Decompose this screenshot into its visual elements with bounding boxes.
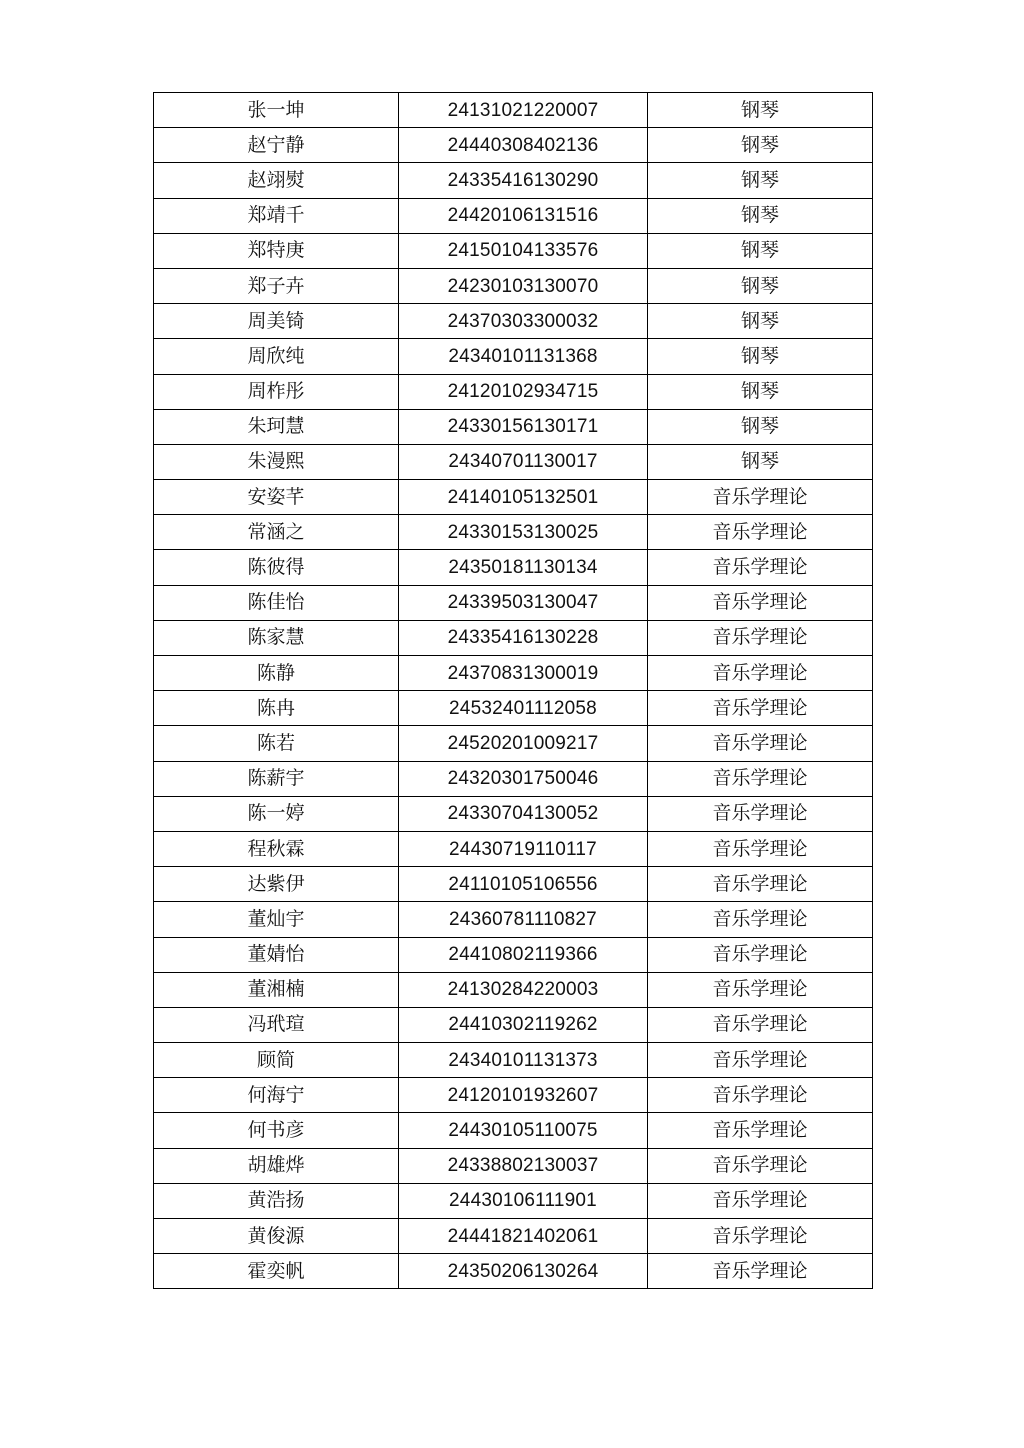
table-row: [154, 726, 873, 761]
student-name-cell: 周欣纯: [154, 339, 399, 374]
roster-table-body: [154, 93, 873, 1289]
major-cell: 音乐学理论: [648, 1254, 873, 1289]
major-cell: 钢琴: [648, 163, 873, 198]
major-cell: 音乐学理论: [648, 761, 873, 796]
student-name-cell: 陈家慧: [154, 620, 399, 655]
table-row: [154, 867, 873, 902]
major-cell: 钢琴: [648, 198, 873, 233]
table-row: [154, 1078, 873, 1113]
major-cell: 钢琴: [648, 93, 873, 128]
exam-id-cell: 24338802130037: [399, 1148, 648, 1183]
student-name-cell: 郑特庚: [154, 233, 399, 268]
table-row: [154, 480, 873, 515]
major-cell: 音乐学理论: [648, 585, 873, 620]
exam-id-cell: 24120101932607: [399, 1078, 648, 1113]
student-name-cell: 黄俊源: [154, 1219, 399, 1254]
student-name-cell: 郑子卉: [154, 268, 399, 303]
major-cell: 音乐学理论: [648, 796, 873, 831]
exam-id-cell: 24350181130134: [399, 550, 648, 585]
student-name-cell: 周美锜: [154, 304, 399, 339]
major-cell: 音乐学理论: [648, 1007, 873, 1042]
table-row: [154, 796, 873, 831]
table-row: [154, 972, 873, 1007]
table-row: [154, 128, 873, 163]
table-row: [154, 444, 873, 479]
major-cell: 钢琴: [648, 339, 873, 374]
student-name-cell: 陈冉: [154, 691, 399, 726]
exam-id-cell: 24340101131368: [399, 339, 648, 374]
student-name-cell: 程秋霖: [154, 831, 399, 866]
student-name-cell: 陈薪宇: [154, 761, 399, 796]
exam-id-cell: 24430106111901: [399, 1183, 648, 1218]
major-cell: 音乐学理论: [648, 1113, 873, 1148]
student-name-cell: 陈若: [154, 726, 399, 761]
table-row: [154, 1254, 873, 1289]
major-cell: 钢琴: [648, 233, 873, 268]
major-cell: 钢琴: [648, 444, 873, 479]
student-name-cell: 何书彦: [154, 1113, 399, 1148]
exam-id-cell: 24520201009217: [399, 726, 648, 761]
table-row: [154, 656, 873, 691]
student-name-cell: 赵翊熨: [154, 163, 399, 198]
student-name-cell: 达紫伊: [154, 867, 399, 902]
student-name-cell: 董湘楠: [154, 972, 399, 1007]
exam-id-cell: 24360781110827: [399, 902, 648, 937]
student-name-cell: 冯玳瑄: [154, 1007, 399, 1042]
exam-id-cell: 24335416130228: [399, 620, 648, 655]
major-cell: 钢琴: [648, 374, 873, 409]
exam-id-cell: 24110105106556: [399, 867, 648, 902]
major-cell: 音乐学理论: [648, 972, 873, 1007]
exam-id-cell: 24150104133576: [399, 233, 648, 268]
student-name-cell: 何海宁: [154, 1078, 399, 1113]
major-cell: 音乐学理论: [648, 656, 873, 691]
major-cell: 钢琴: [648, 128, 873, 163]
major-cell: 音乐学理论: [648, 691, 873, 726]
exam-id-cell: 24420106131516: [399, 198, 648, 233]
exam-id-cell: 24440308402136: [399, 128, 648, 163]
table-row: [154, 93, 873, 128]
table-row: [154, 620, 873, 655]
table-row: [154, 198, 873, 233]
exam-id-cell: 24230103130070: [399, 268, 648, 303]
major-cell: 音乐学理论: [648, 1183, 873, 1218]
table-row: [154, 902, 873, 937]
major-cell: 钢琴: [648, 409, 873, 444]
exam-id-cell: 24350206130264: [399, 1254, 648, 1289]
table-row: [154, 233, 873, 268]
table-row: [154, 761, 873, 796]
student-name-cell: 赵宁静: [154, 128, 399, 163]
major-cell: 音乐学理论: [648, 550, 873, 585]
student-name-cell: 陈一婷: [154, 796, 399, 831]
exam-id-cell: 24340101131373: [399, 1043, 648, 1078]
major-cell: 音乐学理论: [648, 1219, 873, 1254]
table-row: [154, 1148, 873, 1183]
student-name-cell: 黄浩扬: [154, 1183, 399, 1218]
student-name-cell: 张一坤: [154, 93, 399, 128]
student-name-cell: 顾简: [154, 1043, 399, 1078]
exam-id-cell: 24330153130025: [399, 515, 648, 550]
major-cell: 音乐学理论: [648, 937, 873, 972]
student-name-cell: 董婧怡: [154, 937, 399, 972]
exam-id-cell: 24370303300032: [399, 304, 648, 339]
exam-id-cell: 24140105132501: [399, 480, 648, 515]
exam-id-cell: 24410302119262: [399, 1007, 648, 1042]
major-cell: 音乐学理论: [648, 515, 873, 550]
major-cell: 音乐学理论: [648, 831, 873, 866]
table-row: [154, 1007, 873, 1042]
student-name-cell: 陈佳怡: [154, 585, 399, 620]
table-row: [154, 1183, 873, 1218]
student-name-cell: 陈彼得: [154, 550, 399, 585]
student-name-cell: 朱漫熙: [154, 444, 399, 479]
roster-table: [153, 92, 873, 1289]
exam-id-cell: 24441821402061: [399, 1219, 648, 1254]
student-name-cell: 郑靖千: [154, 198, 399, 233]
exam-id-cell: 24410802119366: [399, 937, 648, 972]
student-name-cell: 董灿宇: [154, 902, 399, 937]
student-name-cell: 陈静: [154, 656, 399, 691]
major-cell: 音乐学理论: [648, 726, 873, 761]
student-name-cell: 常涵之: [154, 515, 399, 550]
table-row: [154, 374, 873, 409]
exam-id-cell: 24130284220003: [399, 972, 648, 1007]
exam-id-cell: 24370831300019: [399, 656, 648, 691]
exam-id-cell: 24335416130290: [399, 163, 648, 198]
major-cell: 音乐学理论: [648, 1078, 873, 1113]
exam-id-cell: 24430719110117: [399, 831, 648, 866]
table-row: [154, 691, 873, 726]
table-row: [154, 515, 873, 550]
exam-id-cell: 24430105110075: [399, 1113, 648, 1148]
exam-id-cell: 24339503130047: [399, 585, 648, 620]
table-row: [154, 1219, 873, 1254]
major-cell: 音乐学理论: [648, 1043, 873, 1078]
exam-id-cell: 24131021220007: [399, 93, 648, 128]
table-row: [154, 268, 873, 303]
student-name-cell: 周柞彤: [154, 374, 399, 409]
student-name-cell: 安姿芊: [154, 480, 399, 515]
major-cell: 音乐学理论: [648, 902, 873, 937]
exam-id-cell: 24120102934715: [399, 374, 648, 409]
table-row: [154, 831, 873, 866]
table-row: [154, 409, 873, 444]
major-cell: 音乐学理论: [648, 480, 873, 515]
student-name-cell: 胡雄烨: [154, 1148, 399, 1183]
major-cell: 钢琴: [648, 268, 873, 303]
exam-id-cell: 24532401112058: [399, 691, 648, 726]
exam-id-cell: 24340701130017: [399, 444, 648, 479]
exam-id-cell: 24320301750046: [399, 761, 648, 796]
student-name-cell: 朱珂慧: [154, 409, 399, 444]
table-row: [154, 304, 873, 339]
student-name-cell: 霍奕帆: [154, 1254, 399, 1289]
exam-id-cell: 24330704130052: [399, 796, 648, 831]
major-cell: 音乐学理论: [648, 1148, 873, 1183]
major-cell: 音乐学理论: [648, 620, 873, 655]
table-row: [154, 585, 873, 620]
table-row: [154, 937, 873, 972]
table-row: [154, 163, 873, 198]
exam-id-cell: 24330156130171: [399, 409, 648, 444]
table-row: [154, 550, 873, 585]
major-cell: 音乐学理论: [648, 867, 873, 902]
major-cell: 钢琴: [648, 304, 873, 339]
table-row: [154, 1043, 873, 1078]
table-row: [154, 339, 873, 374]
table-row: [154, 1113, 873, 1148]
